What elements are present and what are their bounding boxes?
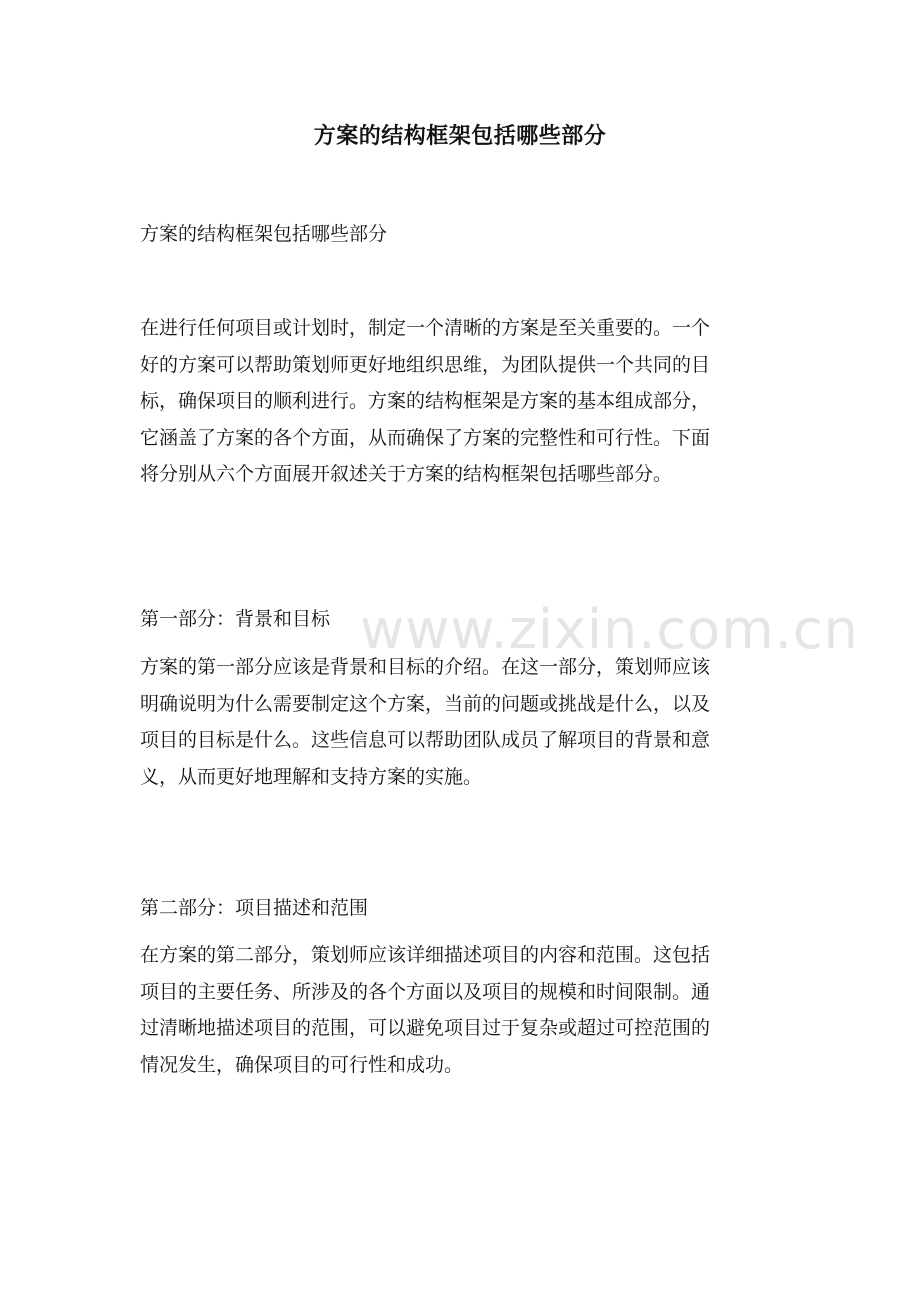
paragraph-line: 标，确保项目的顺利进行。方案的结构框架是方案的基本组成部分， (140, 390, 711, 412)
paragraph-line: 方案的第一部分应该是背景和目标的介绍。在这一部分，策划师应该 (140, 656, 711, 678)
paragraph-line: 在方案的第二部分，策划师应该详细描述项目的内容和范围。这包括 (140, 944, 711, 966)
section-paragraph-2 (140, 937, 795, 1083)
section-heading-2: 第二部分：项目描述和范围 (140, 897, 369, 919)
paragraph-line: 过清晰地描述项目的范围，可以避免项目过于复杂或超过可控范围的 (140, 1017, 711, 1039)
document-subtitle: 方案的结构框架包括哪些部分 (140, 223, 388, 245)
paragraph-line: 明确说明为什么需要制定这个方案，当前的问题或挑战是什么，以及 (140, 692, 711, 715)
section-heading-1: 第一部分：背景和目标 (140, 608, 331, 630)
paragraph-line: 它涵盖了方案的各个方面，从而确保了方案的完整性和可行性。下面 (140, 426, 711, 449)
paragraph-line: 将分别从六个方面展开叙述关于方案的结构框架包括哪些部分。 (140, 463, 673, 485)
paragraph-line: 义，从而更好地理解和支持方案的实施。 (140, 765, 483, 788)
paragraph-line: 在进行任何项目或计划时，制定一个清晰的方案是至关重要的。一个 (140, 317, 711, 339)
paragraph-line: 项目的目标是什么。这些信息可以帮助团队成员了解项目的背景和意 (140, 729, 711, 751)
paragraph-line: 情况发生，确保项目的可行性和成功。 (140, 1053, 464, 1076)
section-paragraph-1 (140, 649, 795, 795)
watermark: www.zixin.com.cn (360, 598, 859, 661)
document-title: 方案的结构框架包括哪些部分 (313, 123, 607, 149)
paragraph-line: 好的方案可以帮助策划师更好地组织思维，为团队提供一个共同的目 (140, 353, 711, 376)
intro-paragraph (140, 310, 795, 493)
paragraph-line: 项目的主要任务、所涉及的各个方面以及项目的规模和时间限制。通 (140, 980, 711, 1003)
